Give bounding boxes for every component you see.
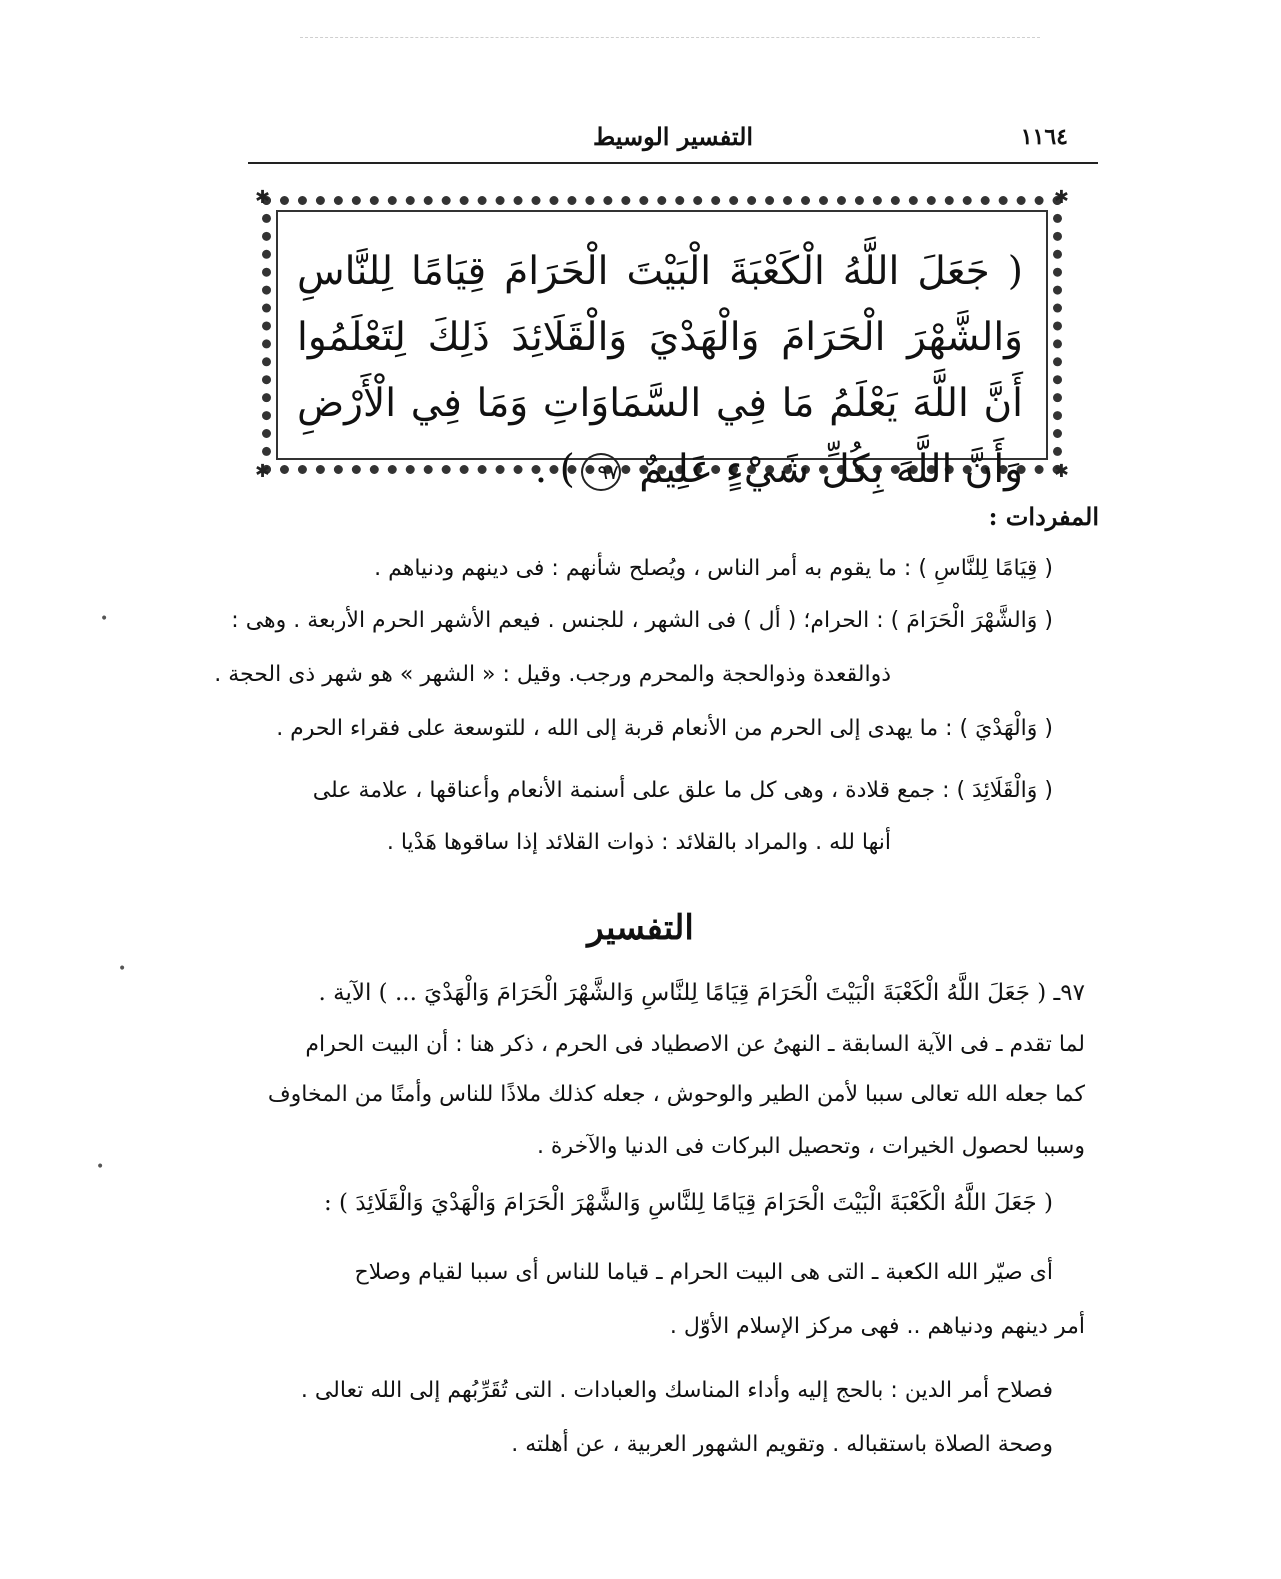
scan-speck: • [118, 961, 127, 977]
scan-edge-line [300, 37, 1040, 38]
commentary-line: لما تقدم ـ فى الآية السابقة ـ النهىُ عن الاصطياد فى الحرم ، ذكر هنا : أن البيت الحرام [305, 1032, 1085, 1057]
vocabulary-line: ( وَالْقَلَائِدَ ) : جمع قلادة ، وهى كل ما علق على أسنمة الأنعام وأعناقها ، علامة على [312, 778, 1053, 803]
commentary-line: كما جعله الله تعالى سببا لأمن الطير والوحوش ، جعله كذلك ملاذًا للناس وأمنًا من المخاوف [267, 1082, 1085, 1107]
verse-body: ( جَعَلَ اللَّهُ الْكَعْبَةَ الْبَيْتَ الْحَرَامَ قِيَامًا لِلنَّاسِ وَالشَّهْرَ الْحَرَامَ وَالْهَدْيَ وَالْقَلَائِدَ ذَلِكَ لِتَعْلَمُوا أَنَّ اللَّهَ يَعْلَمُ مَا فِي السَّمَاوَاتِ وَمَا فِي الْأَرْضِ وَأَنَّ اللَّهَ بِكُلِّ شَيْءٍ عَلِيمٌ [297, 249, 1023, 492]
commentary-line: أى صيّر الله الكعبة ـ التى هى البيت الحرام ـ قياما للناس أى سببا لقيام وصلاح [354, 1260, 1053, 1285]
vocabulary-line: ( وَالشَّهْرَ الْحَرَامَ ) : الحرام؛ ( أل ) فى الشهر ، للجنس . فيعم الأشهر الحرم الأربعة . وهى : [231, 608, 1053, 633]
book-title: التفسير الوسيط [592, 122, 754, 151]
frame-corner-ornament: ✱ [255, 187, 271, 208]
vocabulary-line: أنها لله . والمراد بالقلائد : ذوات القلائد إذا ساقوها هَدْيا . [386, 830, 891, 855]
vocabulary-heading: المفردات : [988, 502, 1099, 531]
frame-corner-ornament: ✱ [1053, 187, 1069, 208]
vocabulary-line: ذوالقعدة وذوالحجة والمحرم ورجب. وقيل : « الشهر » هو شهر ذى الحجة . [214, 662, 891, 687]
commentary-line: ( جَعَلَ اللَّهُ الْكَعْبَةَ الْبَيْتَ الْحَرَامَ قِيَامًا لِلنَّاسِ وَالشَّهْرَ الْحَرَامَ وَالْهَدْيَ وَالْقَلَائِدَ ) : [323, 1190, 1053, 1216]
verse-frame [255, 187, 1069, 492]
commentary-line: وصحة الصلاة باستقباله . وتقويم الشهور العربية ، عن أهلته . [511, 1432, 1053, 1457]
commentary-line: وسببا لحصول الخيرات ، وتحصيل البركات فى الدنيا والآخرة . [536, 1134, 1085, 1159]
commentary-heading: التفسير [587, 908, 694, 948]
ayah-number-marker: ٩٧ [581, 453, 621, 491]
vocabulary-line: ( قِيَامًا لِلنَّاسِ ) : ما يقوم به أمر الناس ، ويُصلح شأنهم : فى دينهم ودنياهم . [374, 556, 1053, 581]
commentary-line: أمر دينهم ودنياهم .. فهى مركز الإسلام الأوّل . [669, 1314, 1085, 1339]
running-header [248, 118, 1098, 164]
vocabulary-line: ( وَالْهَدْيَ ) : ما يهدى إلى الحرم من الأنعام قربة إلى الله ، للتوسعة على فقراء الحرم . [276, 716, 1053, 741]
scan-speck: • [96, 1159, 105, 1175]
verse-text [297, 239, 1023, 503]
page-number: ١١٦٤ [1020, 124, 1068, 150]
scan-speck: • [100, 611, 109, 627]
commentary-line: ٩٧ـ ( جَعَلَ اللَّهُ الْكَعْبَةَ الْبَيْتَ الْحَرَامَ قِيَامًا لِلنَّاسِ وَالشَّهْرَ الْحَرَامَ وَالْهَدْيَ ... ) الآية . [318, 980, 1085, 1006]
verse-closing: ) . [534, 447, 575, 492]
commentary-line: فصلاح أمر الدين : بالحج إليه وأداء المناسك والعبادات . التى تُقَرِّبُهم إلى الله تعالى . [300, 1378, 1053, 1403]
frame-corner-ornament: ✱ [1053, 461, 1069, 482]
frame-corner-ornament: ✱ [255, 461, 271, 482]
